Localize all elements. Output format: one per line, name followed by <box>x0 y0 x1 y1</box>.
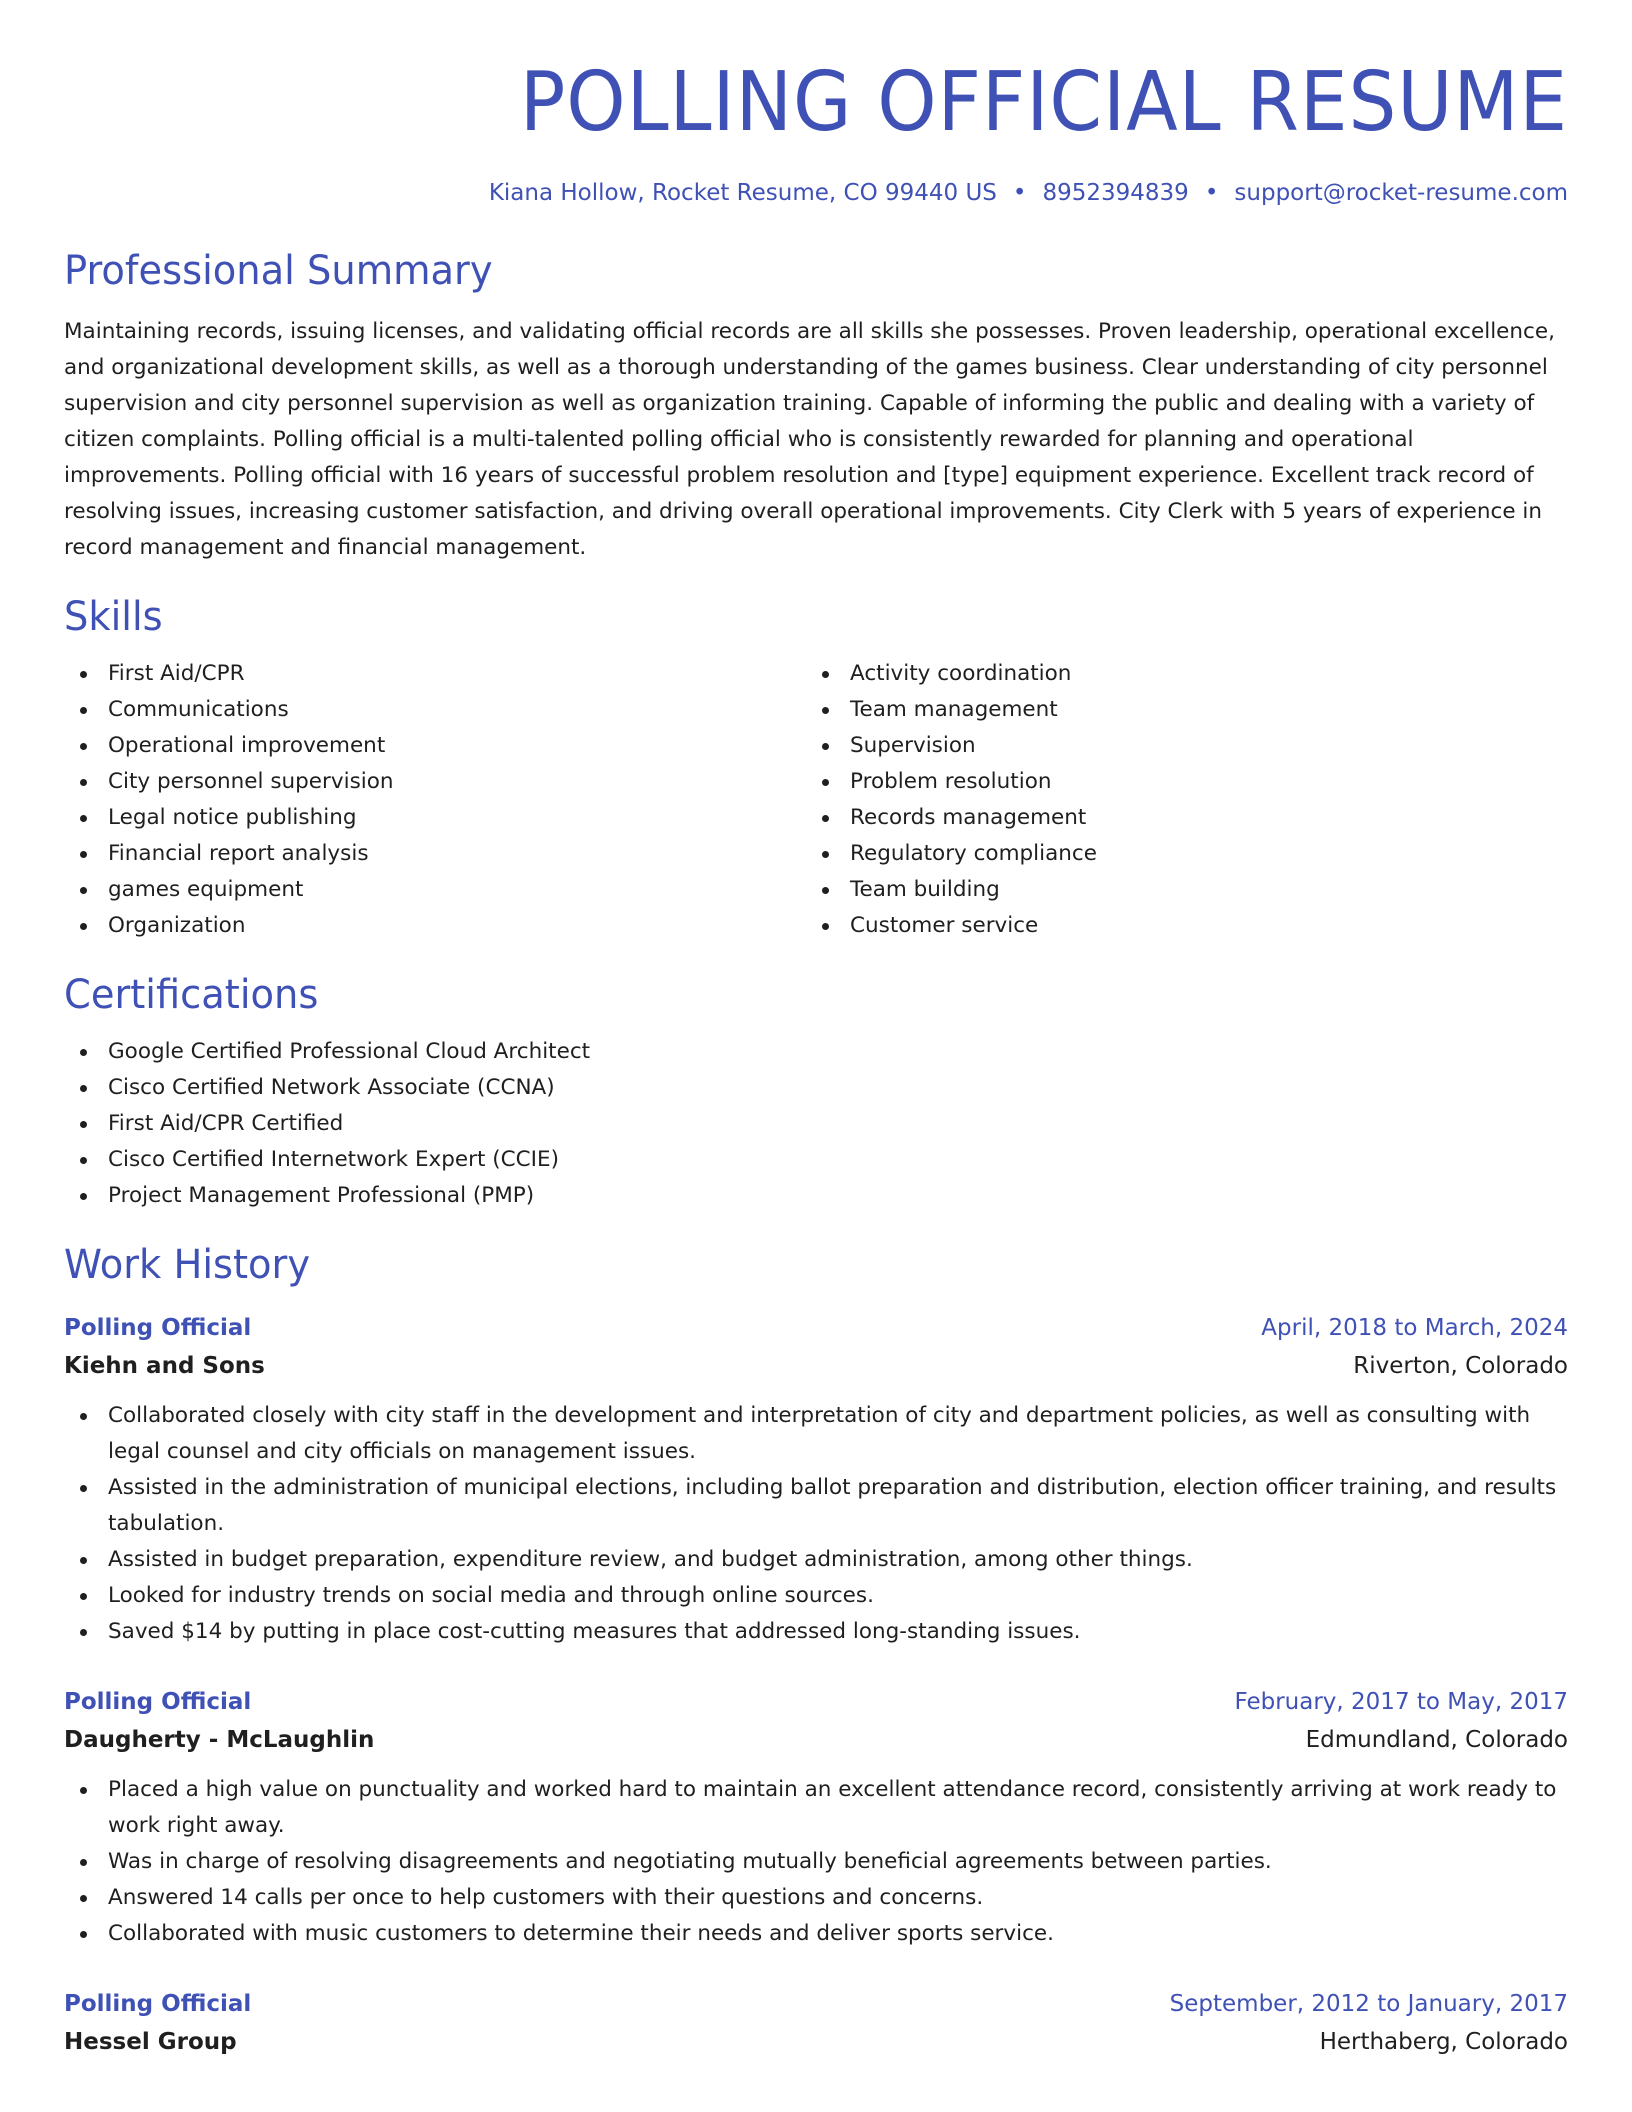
job-duty-item: Was in charge of resolving disagreements and negotiating mutually beneficial agreements between parties. <box>108 1844 1568 1880</box>
contact-address: Kiana Hollow, Rocket Resume, CO 99440 US <box>488 180 997 206</box>
job-company: Hessel Group <box>64 2029 237 2055</box>
section-heading-certifications: Certifications <box>64 972 319 1018</box>
skills-column-left <box>64 642 806 944</box>
skill-item: Records management <box>850 800 1548 836</box>
page-title: POLLING OFFICIAL RESUME <box>519 55 1569 150</box>
job-entry <box>64 1684 1568 1952</box>
job-dates: September, 2012 to January, 2017 <box>1169 1991 1568 2017</box>
certifications-list <box>64 1034 1568 1214</box>
summary-paragraph: Maintaining records, issuing licenses, and validating official records are all skills she possesses. Proven leadership, operational excellence, and organizational development skills, as well as a thorough understanding of the games business. Clear understanding of city personnel supervision and city personnel supervision as well as organization training. Capable of informing the public and dealing with a variety of citizen complaints. Polling official is a multi-talented polling official who is consistently rewarded for planning and operational improvements. Polling official with 16 years of successful problem resolution and [type] equipment experience. Excellent track record of resolving issues, increasing customer satisfaction, and driving overall operational improvements. City Clerk with 5 years of experience in record management and financial management. <box>64 319 1555 560</box>
job-company: Daugherty - McLaughlin <box>64 1727 375 1753</box>
job-title: Polling Official <box>64 1315 252 1341</box>
job-company: Kiehn and Sons <box>64 1353 265 1379</box>
certification-item: First Aid/CPR Certified <box>108 1106 1568 1142</box>
job-duty-item: Assisted in the administration of municipal elections, including ballot preparation and distribution, election officer training, and results tabulation. <box>108 1470 1568 1542</box>
certification-item: Cisco Certified Internetwork Expert (CCIE) <box>108 1142 1568 1178</box>
skill-item: games equipment <box>108 872 806 908</box>
skills-grid <box>64 642 1568 944</box>
job-company-row <box>64 1346 1568 1386</box>
job-duty-item: Answered 14 calls per once to help customers with their questions and concerns. <box>108 1880 1568 1916</box>
job-entry <box>64 1986 1568 2062</box>
job-dates: February, 2017 to May, 2017 <box>1234 1689 1568 1715</box>
job-title: Polling Official <box>64 1689 252 1715</box>
skill-item: Regulatory compliance <box>850 836 1548 872</box>
job-duty-item: Collaborated with music customers to determine their needs and deliver sports service. <box>108 1916 1568 1952</box>
section-heading-summary: Professional Summary <box>64 248 493 294</box>
skills-section <box>64 592 1568 944</box>
job-location: Herthaberg, Colorado <box>1319 2029 1568 2055</box>
skill-item: City personnel supervision <box>108 764 806 800</box>
skill-item: Team building <box>850 872 1548 908</box>
job-duties-list <box>64 1398 1568 1650</box>
skill-item: Activity coordination <box>850 656 1548 692</box>
job-title-row <box>64 1986 1568 2022</box>
resume-header <box>64 52 1568 208</box>
job-duty-item: Saved $14 by putting in place cost-cutting measures that addressed long-standing issues. <box>108 1614 1568 1650</box>
job-company-row <box>64 2022 1568 2062</box>
contact-line <box>64 178 1568 208</box>
job-company-row <box>64 1720 1568 1760</box>
job-location: Riverton, Colorado <box>1353 1353 1568 1379</box>
certification-item: Google Certified Professional Cloud Architect <box>108 1034 1568 1070</box>
job-entry <box>64 1310 1568 1650</box>
separator-dot: • <box>1204 180 1219 206</box>
skill-item: Organization <box>108 908 806 944</box>
skill-item: Team management <box>850 692 1548 728</box>
contact-phone: 8952394839 <box>1042 180 1189 206</box>
job-duty-item: Looked for industry trends on social media and through online sources. <box>108 1578 1568 1614</box>
summary-section <box>64 246 1568 566</box>
skill-item: Communications <box>108 692 806 728</box>
certification-item: Project Management Professional (PMP) <box>108 1178 1568 1214</box>
work-history-section <box>64 1240 1568 2062</box>
skill-item: First Aid/CPR <box>108 656 806 692</box>
skill-item: Legal notice publishing <box>108 800 806 836</box>
skill-item: Problem resolution <box>850 764 1548 800</box>
job-dates: April, 2018 to March, 2024 <box>1261 1315 1568 1341</box>
certifications-section <box>64 970 1568 1214</box>
section-heading-skills: Skills <box>64 594 163 640</box>
skill-item: Financial report analysis <box>108 836 806 872</box>
job-title: Polling Official <box>64 1991 252 2017</box>
skills-column-right <box>806 642 1548 944</box>
job-duties-list <box>64 1772 1568 1952</box>
job-duty-item: Collaborated closely with city staff in the development and interpretation of city and department policies, as well as consulting with legal counsel and city officials on management issues. <box>108 1398 1568 1470</box>
separator-dot: • <box>1012 180 1027 206</box>
skills-list-left <box>64 656 806 944</box>
skill-item: Customer service <box>850 908 1548 944</box>
job-title-row <box>64 1310 1568 1346</box>
job-title-row <box>64 1684 1568 1720</box>
skill-item: Operational improvement <box>108 728 806 764</box>
skill-item: Supervision <box>850 728 1548 764</box>
contact-email: support@rocket-resume.com <box>1234 180 1568 206</box>
job-location: Edmundland, Colorado <box>1305 1727 1568 1753</box>
job-duty-item: Placed a high value on punctuality and worked hard to maintain an excellent attendance record, consistently arriving at work ready to work right away. <box>108 1772 1568 1844</box>
skills-list-right <box>806 656 1548 944</box>
certification-item: Cisco Certified Network Associate (CCNA) <box>108 1070 1568 1106</box>
section-heading-work-history: Work History <box>64 1242 311 1288</box>
job-duty-item: Assisted in budget preparation, expenditure review, and budget administration, among other things. <box>108 1542 1568 1578</box>
